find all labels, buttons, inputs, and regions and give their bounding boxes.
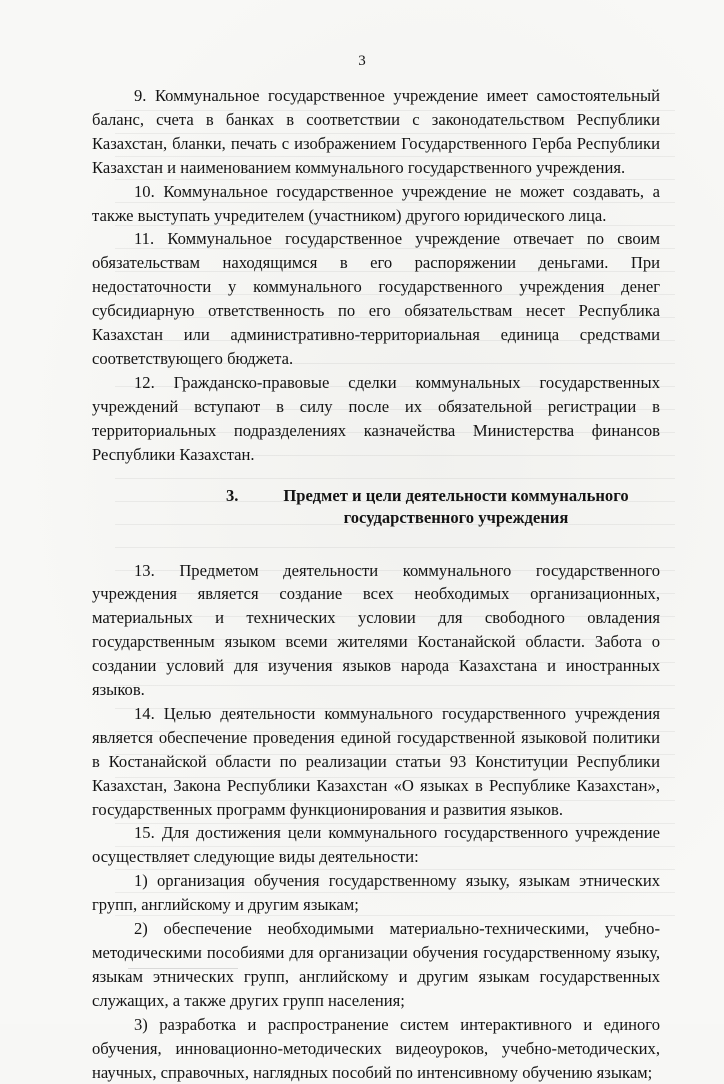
page-number: 3 xyxy=(358,53,366,69)
section-title: Предмет и цели деятельности коммунального государственного учреждения xyxy=(283,485,629,527)
list-item-1: 1) организация обучения государственному языку, языкам этнических групп, английскому и другим языкам; xyxy=(92,871,660,915)
list-item-2: 2) обеспечение необходимыми материально-техническими, учебно-методическими пособиями для организации обучения государственному языку, языкам этнических групп, английскому и другим языкам государственных служащих, а также других групп населения; xyxy=(92,919,660,1010)
paragraph-10: 10. Коммунальное государственное учреждение не может создавать, а также выступать учредителем (участником) другого юридического лица. xyxy=(92,181,660,225)
scan-mark xyxy=(128,968,238,969)
paragraph-9: 9. Коммунальное государственное учреждение имеет самостоятельный баланс, счета в банках в соответствии с законодательством Республики Казахстан, бланки, печать с изображением Государственного Герба Республики Казахстан и наименованием коммунального государственного учреждения. xyxy=(92,86,660,177)
section-heading xyxy=(92,485,660,529)
paragraph-11: 11. Коммунальное государственное учреждение отвечает по своим обязательствам находящимся в его распоряжении деньгами. При недостаточности у коммунального государственного учреждения денег субсидиарную ответственность по его обязательствам несет Республика Казахстан или административно-территориальная единица средствами соответствующего бюджета. xyxy=(92,229,660,368)
document-body xyxy=(92,84,660,1084)
paragraph-14: 14. Целью деятельности коммунального государственного учреждения является обеспечение проведения единой государственной языковой политики в Костанайской области по реализации статьи 93 Конституции Республики Казахстан, Закона Республики Казахстан «О языках в Республике Казахстан», государственных программ функционирования и развития языков. xyxy=(92,703,660,819)
paragraph-15: 15. Для достижения цели коммунального государственного учреждение осуществляет следующие виды деятельности: xyxy=(92,823,660,867)
section-number: 3. xyxy=(226,485,239,505)
paragraph-12: 12. Гражданско-правовые сделки коммунальных государственных учреждений вступают в силу после их обязательной регистрации в территориальных подразделениях казначейства Министерства финансов Республики Казахстан. xyxy=(92,372,660,464)
paragraph-13: 13. Предметом деятельности коммунального государственного учреждения является создание всех необходимых организационных, материальных и технических условии для свободного овладения государственным языком всеми жителями Костанайской области. Забота о создании условий для изучения языков народа Казахстана и иностранных языков. xyxy=(92,560,660,700)
list-item-3: 3) разработка и распространение систем интерактивного и единого обучения, инновационно-методических видеоуроков, учебно-методических, научных, справочных, наглядных пособий по интенсивному обучению языкам; xyxy=(92,1014,660,1082)
